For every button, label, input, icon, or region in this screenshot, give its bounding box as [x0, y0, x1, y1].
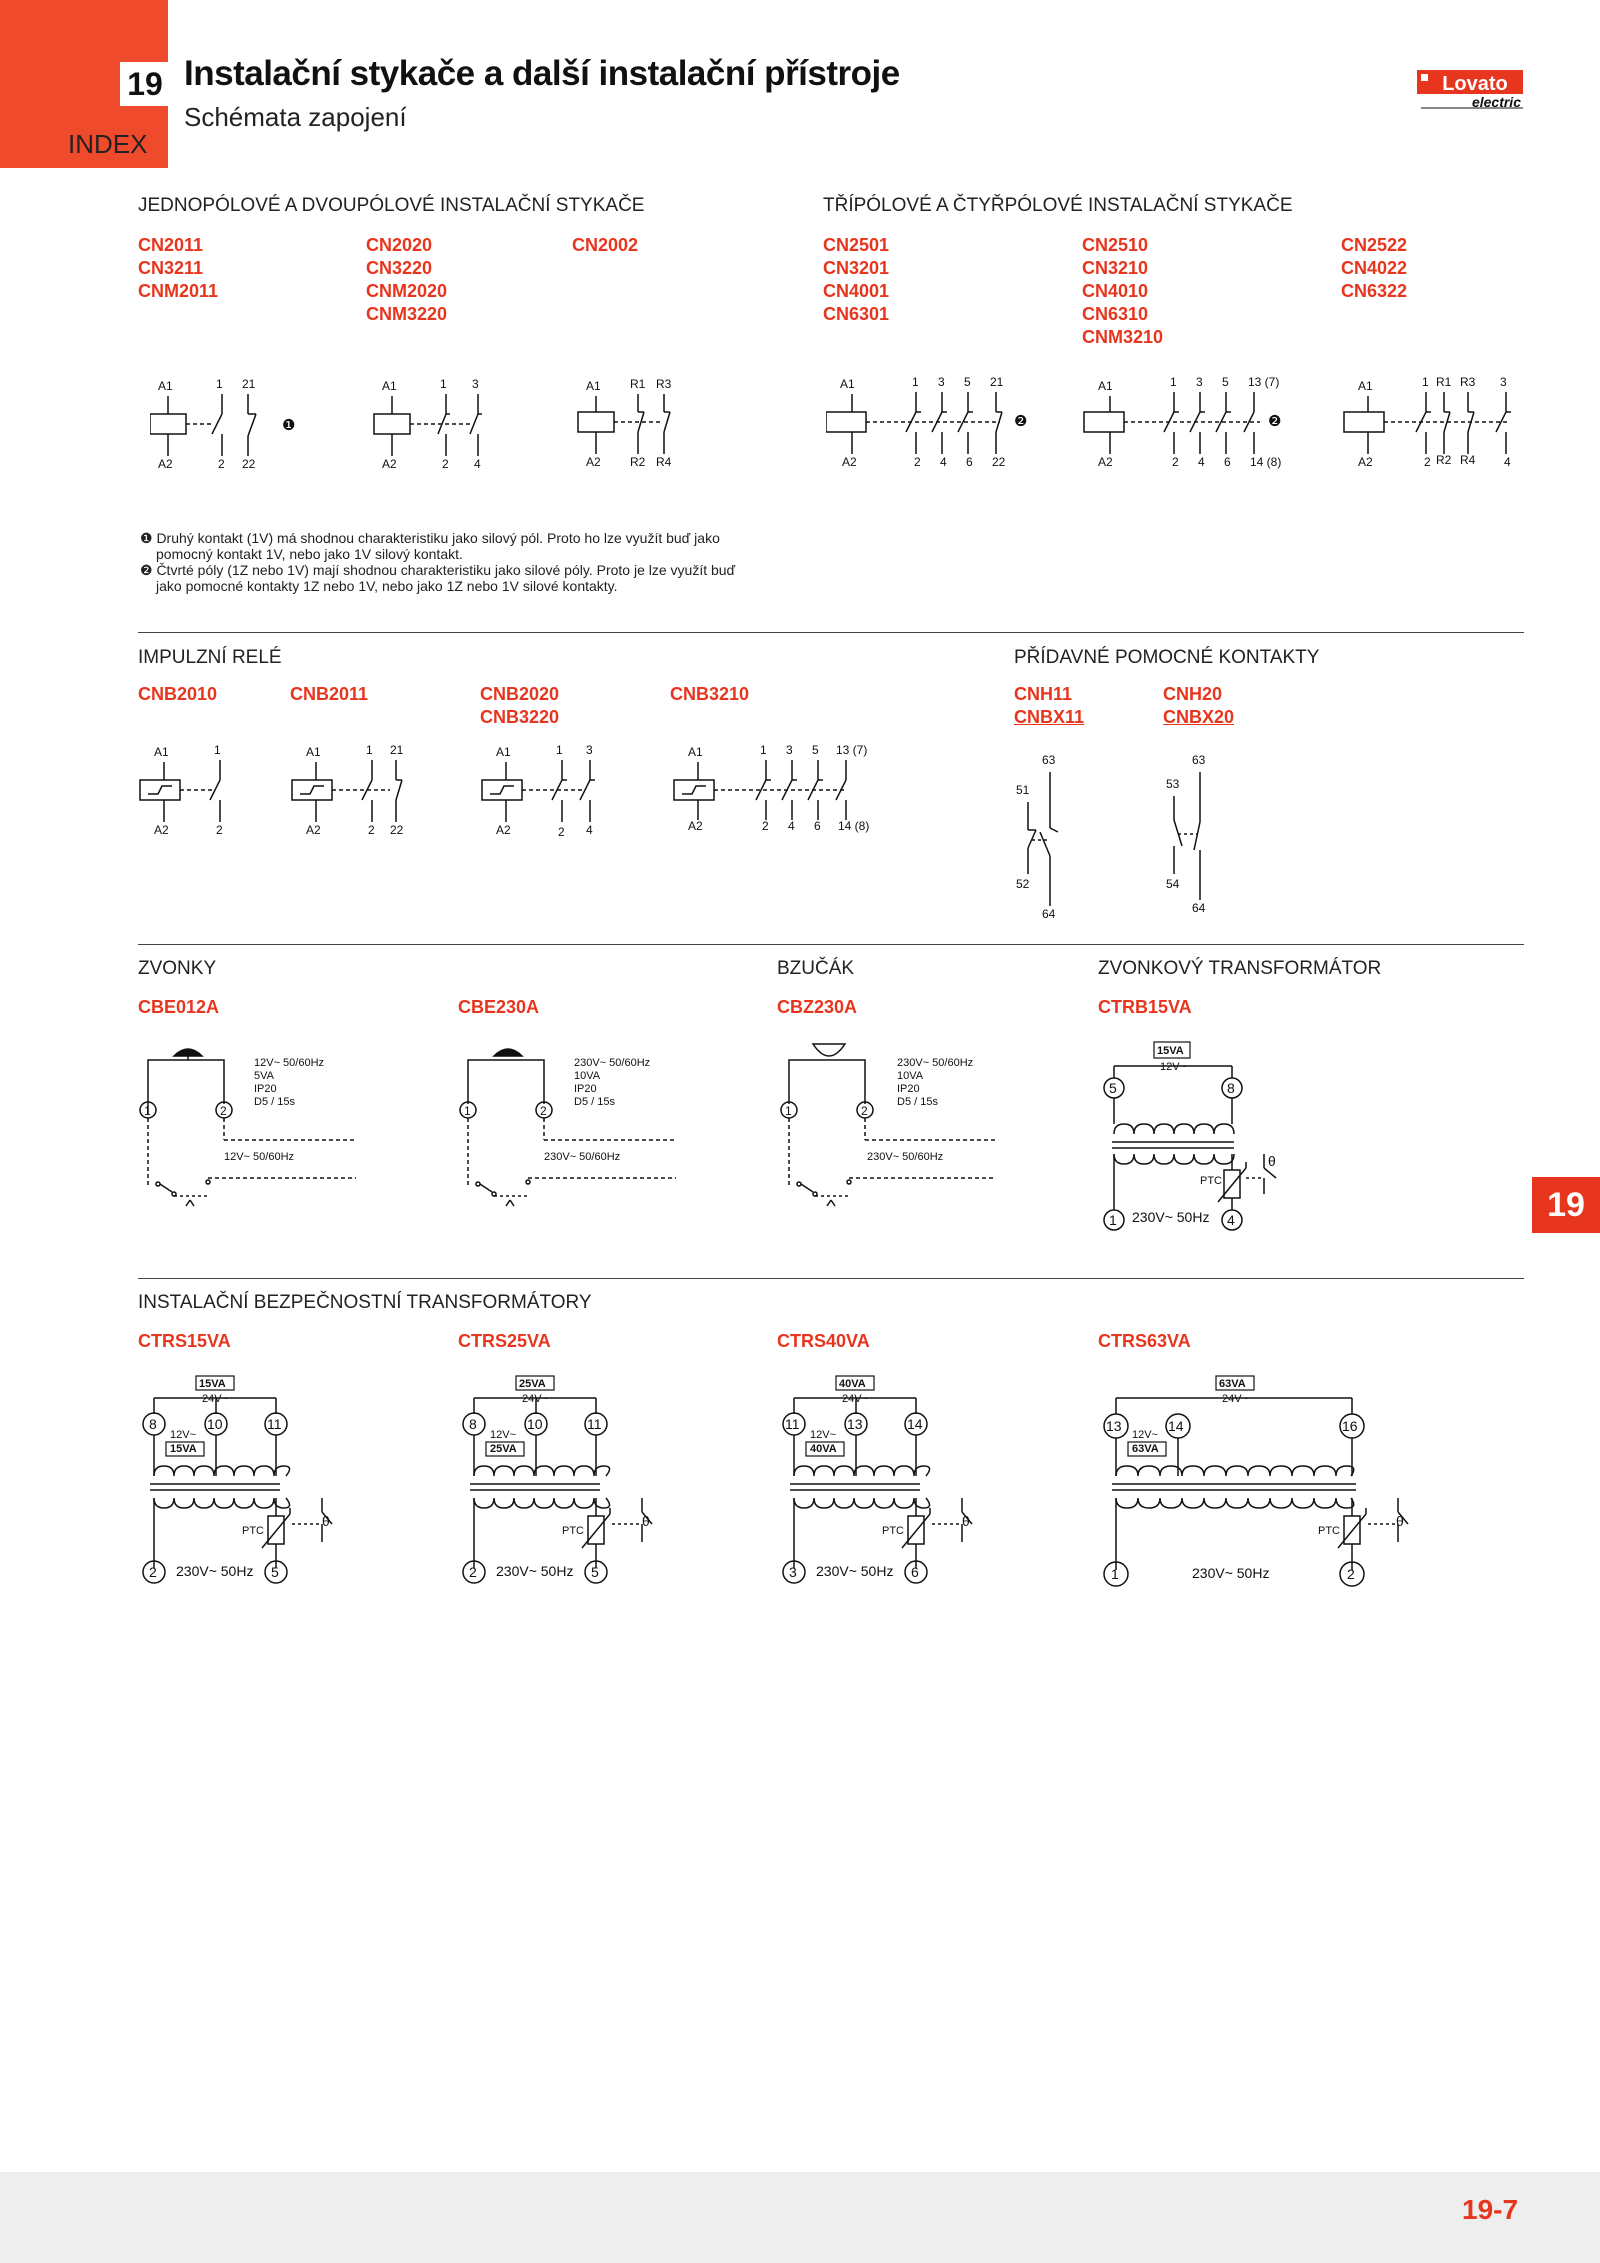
svg-text:5: 5	[964, 375, 971, 389]
svg-text:230V~ 50/60Hz: 230V~ 50/60Hz	[897, 1057, 974, 1069]
svg-text:10VA: 10VA	[574, 1070, 601, 1082]
svg-text:1: 1	[912, 375, 919, 389]
svg-text:230V~ 50Hz: 230V~ 50Hz	[1192, 1565, 1270, 1581]
svg-text:A2: A2	[842, 455, 857, 469]
chapter-side-tab[interactable]: 19	[1532, 1177, 1600, 1233]
diagram-cbz230a	[777, 1034, 1007, 1210]
svg-text:2: 2	[762, 819, 769, 833]
svg-text:21: 21	[390, 743, 404, 757]
svg-text:A1: A1	[496, 745, 511, 759]
svg-text:θ: θ	[1396, 1513, 1404, 1529]
svg-text:11: 11	[785, 1416, 800, 1432]
svg-text:52: 52	[1016, 877, 1030, 891]
svg-text:10: 10	[207, 1416, 223, 1432]
svg-text:2: 2	[442, 457, 449, 471]
code-ctrs40va: CTRS40VA	[777, 1331, 870, 1351]
diagram-cbe230a	[458, 1040, 688, 1210]
svg-text:A2: A2	[158, 457, 173, 471]
diagram-cn2510	[1082, 372, 1302, 474]
svg-text:24V~: 24V~	[522, 1393, 548, 1405]
svg-text:D5 / 15s: D5 / 15s	[254, 1096, 295, 1108]
svg-text:2: 2	[216, 823, 223, 837]
codes-cnb3210: CNB3210	[670, 684, 750, 704]
svg-text:25VA: 25VA	[519, 1378, 546, 1390]
svg-text:12V~: 12V~	[170, 1429, 196, 1441]
svg-text:64: 64	[1192, 901, 1206, 915]
svg-text:51: 51	[1016, 783, 1030, 797]
svg-text:1: 1	[144, 1104, 151, 1118]
svg-text:3: 3	[472, 377, 479, 391]
codes-cnb2010: CNB2010	[138, 684, 218, 704]
codes-cn2510: CN2510 CN3210 CN4010 CN6310 CNM3210	[1082, 235, 1164, 347]
svg-text:14: 14	[1168, 1418, 1184, 1434]
svg-text:4: 4	[788, 819, 795, 833]
svg-text:11: 11	[587, 1416, 602, 1432]
svg-text:IP20: IP20	[897, 1083, 920, 1095]
svg-text:8: 8	[469, 1416, 477, 1432]
svg-text:4: 4	[586, 823, 593, 837]
page-number: 19-7	[1462, 2194, 1519, 2225]
svg-text:14 (8): 14 (8)	[838, 819, 870, 833]
codes-cn2002: CN2002	[572, 235, 639, 255]
svg-text:1: 1	[760, 743, 767, 757]
divider	[138, 1278, 1524, 1279]
svg-text:15VA: 15VA	[170, 1443, 197, 1455]
svg-text:2: 2	[540, 1104, 547, 1118]
code-ctrs25va: CTRS25VA	[458, 1331, 551, 1351]
svg-text:θ: θ	[322, 1513, 330, 1529]
svg-text:3: 3	[789, 1564, 797, 1580]
svg-text:5: 5	[271, 1564, 279, 1580]
svg-text:14 (8): 14 (8)	[1250, 455, 1282, 469]
svg-text:12V~: 12V~	[810, 1429, 836, 1441]
svg-text:1: 1	[214, 743, 221, 757]
svg-text:6: 6	[814, 819, 821, 833]
svg-text:54: 54	[1166, 877, 1180, 891]
svg-text:3: 3	[586, 743, 593, 757]
codes-cn2501: CN2501 CN3201 CN4001 CN6301	[823, 235, 890, 324]
svg-text:❷: ❷	[1268, 413, 1282, 430]
svg-text:R3: R3	[1460, 375, 1476, 389]
svg-text:PTC: PTC	[1318, 1525, 1340, 1537]
svg-text:A2: A2	[382, 457, 397, 471]
svg-text:2: 2	[558, 825, 565, 839]
svg-text:θ: θ	[1268, 1153, 1276, 1169]
svg-text:2: 2	[368, 823, 375, 837]
svg-text:12V~ 50/60Hz: 12V~ 50/60Hz	[254, 1057, 325, 1069]
svg-text:D5 / 15s: D5 / 15s	[897, 1096, 938, 1108]
diagram-ctrs40va	[780, 1372, 1010, 1592]
svg-text:2: 2	[861, 1104, 868, 1118]
code-ctrs15va: CTRS15VA	[138, 1331, 231, 1351]
diagram-cnb2011	[290, 740, 420, 842]
svg-text:15VA: 15VA	[199, 1378, 226, 1390]
svg-text:16: 16	[1342, 1418, 1358, 1434]
diagram-cnb3210	[670, 740, 880, 842]
svg-text:❶: ❶	[282, 417, 296, 434]
svg-text:8: 8	[149, 1416, 157, 1432]
svg-text:2: 2	[218, 457, 225, 471]
svg-text:4: 4	[474, 457, 481, 471]
diagram-cbe012a	[138, 1040, 368, 1210]
svg-text:63: 63	[1192, 753, 1206, 767]
svg-text:A1: A1	[154, 745, 169, 759]
code-cbe012a: CBE012A	[138, 997, 220, 1017]
section-title-impulse-relay: IMPULZNÍ RELÉ	[138, 647, 282, 668]
svg-text:63: 63	[1042, 753, 1056, 767]
svg-text:12V~ 50/60Hz: 12V~ 50/60Hz	[224, 1151, 295, 1163]
svg-text:40VA: 40VA	[839, 1378, 866, 1390]
svg-text:6: 6	[966, 455, 973, 469]
svg-text:25VA: 25VA	[490, 1443, 517, 1455]
svg-text:12V~: 12V~	[490, 1429, 516, 1441]
svg-text:3: 3	[786, 743, 793, 757]
svg-text:64: 64	[1042, 907, 1056, 921]
svg-text:1: 1	[440, 377, 447, 391]
chapter-number: 19	[120, 62, 170, 106]
svg-text:A1: A1	[382, 379, 397, 393]
svg-text:22: 22	[390, 823, 404, 837]
svg-text:10VA: 10VA	[897, 1070, 924, 1082]
logo-main: Lovato	[1442, 73, 1508, 95]
svg-text:53: 53	[1166, 777, 1180, 791]
svg-text:1: 1	[556, 743, 563, 757]
svg-text:1: 1	[216, 377, 223, 391]
svg-text:2: 2	[469, 1564, 477, 1580]
svg-text:4: 4	[1227, 1212, 1235, 1228]
svg-text:230V~ 50Hz: 230V~ 50Hz	[816, 1563, 894, 1579]
svg-text:6: 6	[1224, 455, 1231, 469]
footnotes: ❶ Druhý kontakt (1V) má shodnou charakteristiku jako silový pól. Proto ho lze využít buď jako pomocný kontakt 1V, nebo jako 1V silový kontakt. ❷ Čtvrté póly (1Z nebo 1V) mají shodnou charakteristiku jako silové póly. Proto je lze využít buď jako pomocné kontakty 1Z nebo 1V, nebo jako 1Z nebo 1V silové kontakty.	[140, 530, 736, 594]
diagram-ctrs15va	[140, 1372, 370, 1592]
code-cbe230a: CBE230A	[458, 997, 540, 1017]
svg-text:A2: A2	[496, 823, 511, 837]
codes-cnh11: CNH11 CNBX11	[1014, 684, 1085, 727]
svg-text:3: 3	[938, 375, 945, 389]
diagram-cn2501	[826, 372, 1046, 474]
svg-text:24V~: 24V~	[842, 1393, 868, 1405]
svg-text:22: 22	[242, 457, 256, 471]
svg-text:15VA: 15VA	[1157, 1045, 1184, 1057]
svg-text:230V~ 50Hz: 230V~ 50Hz	[496, 1563, 574, 1579]
svg-text:2: 2	[1347, 1566, 1355, 1582]
svg-text:R3: R3	[656, 377, 672, 391]
svg-text:PTC: PTC	[882, 1525, 904, 1537]
svg-text:230V~ 50Hz: 230V~ 50Hz	[1132, 1209, 1210, 1225]
svg-text:13: 13	[1106, 1418, 1122, 1434]
svg-text:230V~ 50/60Hz: 230V~ 50/60Hz	[867, 1151, 944, 1163]
svg-text:5: 5	[812, 743, 819, 757]
svg-text:63VA: 63VA	[1219, 1378, 1246, 1390]
diagram-cn2020	[370, 372, 510, 474]
diagram-cn2522	[1340, 372, 1520, 474]
svg-text:A2: A2	[154, 823, 169, 837]
svg-text:PTC: PTC	[562, 1525, 584, 1537]
svg-text:R2: R2	[1436, 453, 1452, 467]
svg-text:R2: R2	[630, 455, 646, 469]
svg-text:❷: ❷	[1014, 413, 1028, 430]
svg-text:1: 1	[1422, 375, 1429, 389]
section-title-bells: ZVONKY	[138, 958, 217, 979]
lovato-logo	[1417, 68, 1523, 114]
svg-text:1: 1	[1109, 1212, 1117, 1228]
svg-text:A1: A1	[158, 379, 173, 393]
page-subtitle: Schémata zapojení	[184, 102, 407, 132]
svg-text:8: 8	[1227, 1080, 1235, 1096]
diagram-cnh11	[1010, 750, 1100, 925]
svg-text:2: 2	[149, 1564, 157, 1580]
svg-text:12V~: 12V~	[1160, 1061, 1186, 1073]
svg-text:1: 1	[1170, 375, 1177, 389]
svg-text:5: 5	[1222, 375, 1229, 389]
svg-text:2: 2	[220, 1104, 227, 1118]
page-title: Instalační stykače a další instalační přístroje	[184, 54, 900, 93]
svg-text:A1: A1	[1098, 379, 1113, 393]
svg-text:10: 10	[527, 1416, 543, 1432]
svg-text:21: 21	[990, 375, 1004, 389]
svg-text:13 (7): 13 (7)	[836, 743, 868, 757]
code-ctrs63va: CTRS63VA	[1098, 1331, 1191, 1351]
svg-text:40VA: 40VA	[810, 1443, 837, 1455]
svg-text:2: 2	[1172, 455, 1179, 469]
codes-cnb2020: CNB2020 CNB3220	[480, 684, 560, 727]
svg-text:1: 1	[366, 743, 373, 757]
svg-text:63VA: 63VA	[1132, 1443, 1159, 1455]
diagram-cnh20	[1158, 750, 1248, 925]
svg-text:24V~: 24V~	[1222, 1393, 1248, 1405]
codes-cn2522: CN2522 CN4022 CN6322	[1341, 235, 1408, 301]
svg-text:2: 2	[914, 455, 921, 469]
svg-text:5: 5	[1109, 1080, 1117, 1096]
svg-text:A2: A2	[1358, 455, 1373, 469]
svg-text:12V~: 12V~	[1132, 1429, 1158, 1441]
svg-text:A1: A1	[1358, 379, 1373, 393]
svg-text:IP20: IP20	[254, 1083, 277, 1095]
svg-text:A2: A2	[306, 823, 321, 837]
svg-text:22: 22	[992, 455, 1006, 469]
svg-text:1: 1	[785, 1104, 792, 1118]
section-title-aux-contacts: PŘÍDAVNÉ POMOCNÉ KONTAKTY	[1014, 647, 1320, 668]
section-title-three-four: TŘÍPÓLOVÉ A ČTYŘPÓLOVÉ INSTALAČNÍ STYKAČE	[823, 195, 1293, 216]
logo-sub: electric	[1471, 94, 1521, 110]
svg-text:13 (7): 13 (7)	[1248, 375, 1280, 389]
diagram-cn2002	[572, 372, 692, 474]
svg-text:PTC: PTC	[1200, 1175, 1222, 1187]
svg-text:A1: A1	[688, 745, 703, 759]
svg-text:4: 4	[940, 455, 947, 469]
footer-bar	[0, 2172, 1600, 2263]
svg-text:A1: A1	[306, 745, 321, 759]
svg-text:PTC: PTC	[242, 1525, 264, 1537]
divider	[138, 632, 1524, 633]
svg-text:230V~ 50/60Hz: 230V~ 50/60Hz	[574, 1057, 651, 1069]
section-title-bell-transformer: ZVONKOVÝ TRANSFORMÁTOR	[1098, 958, 1382, 979]
svg-text:230V~ 50Hz: 230V~ 50Hz	[176, 1563, 254, 1579]
svg-text:230V~ 50/60Hz: 230V~ 50/60Hz	[544, 1151, 621, 1163]
svg-text:14: 14	[907, 1416, 923, 1432]
svg-text:3: 3	[1196, 375, 1203, 389]
svg-text:R4: R4	[1460, 453, 1476, 467]
svg-text:5VA: 5VA	[254, 1070, 274, 1082]
svg-text:R1: R1	[1436, 375, 1452, 389]
svg-text:A2: A2	[586, 455, 601, 469]
section-title-single-double: JEDNOPÓLOVÉ A DVOUPÓLOVÉ INSTALAČNÍ STYKAČE	[138, 195, 645, 216]
svg-text:2: 2	[1424, 455, 1431, 469]
diagram-cnb2010	[138, 740, 258, 842]
codes-cn2020: CN2020 CN3220 CNM2020 CNM3220	[366, 235, 448, 324]
svg-text:θ: θ	[962, 1513, 970, 1529]
svg-text:3: 3	[1500, 375, 1507, 389]
divider	[138, 944, 1524, 945]
svg-text:6: 6	[911, 1564, 919, 1580]
svg-text:13: 13	[847, 1416, 863, 1432]
codes-cnb2011: CNB2011	[290, 684, 369, 704]
diagram-ctrb15va	[1098, 1038, 1298, 1234]
svg-text:A2: A2	[1098, 455, 1113, 469]
svg-text:1: 1	[464, 1104, 471, 1118]
svg-text:11: 11	[267, 1416, 282, 1432]
diagram-ctrs63va	[1100, 1372, 1420, 1592]
svg-text:R4: R4	[656, 455, 672, 469]
svg-text:IP20: IP20	[574, 1083, 597, 1095]
section-title-buzzer: BZUČÁK	[777, 958, 855, 979]
svg-text:A1: A1	[586, 379, 601, 393]
svg-text:θ: θ	[642, 1513, 650, 1529]
svg-text:4: 4	[1504, 455, 1511, 469]
svg-text:4: 4	[1198, 455, 1205, 469]
diagram-cnb2020	[480, 740, 610, 842]
codes-cnh20: CNH20 CNBX20	[1163, 684, 1235, 727]
svg-text:A2: A2	[688, 819, 703, 833]
index-link[interactable]: INDEX	[68, 129, 148, 159]
diagram-cn2011	[150, 372, 320, 474]
svg-text:R1: R1	[630, 377, 646, 391]
svg-text:21: 21	[242, 377, 256, 391]
code-cbz230a: CBZ230A	[777, 997, 858, 1017]
svg-text:1: 1	[1111, 1566, 1119, 1582]
svg-text:24V~: 24V~	[202, 1393, 228, 1405]
svg-text:A1: A1	[840, 377, 855, 391]
diagram-ctrs25va	[460, 1372, 690, 1592]
svg-text:D5 / 15s: D5 / 15s	[574, 1096, 615, 1108]
code-ctrb15va: CTRB15VA	[1098, 997, 1192, 1017]
section-title-safety-transformers: INSTALAČNÍ BEZPEČNOSTNÍ TRANSFORMÁTORY	[138, 1292, 592, 1313]
svg-text:5: 5	[591, 1564, 599, 1580]
codes-cn2011: CN2011 CN3211 CNM2011	[138, 235, 219, 301]
